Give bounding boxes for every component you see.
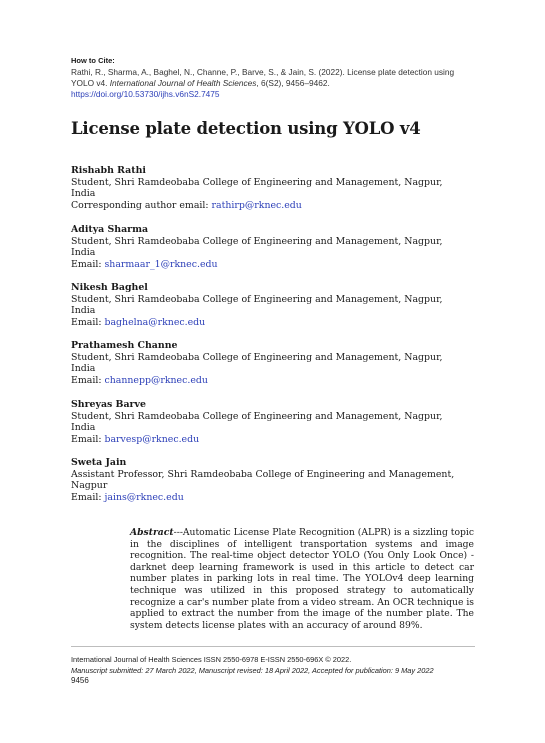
author-block bbox=[71, 399, 476, 446]
author-block bbox=[71, 340, 476, 387]
abstract-text: ---Automatic License Plate Recognition (ALPR) is a sizzling topic in the disciplines of intelligent transportation systems and image recognition. The real-time object detector YOLO (You Only Look Once) - darknet deep learning framework is used in this article to detect car number plates in parking lots in real time. The YOLOv4 deep learning technique was utilized in this proposed strategy to automatically recognize a car's number plate from a video stream. An OCR technique is applied to extract the number from the image of the number plate. The system detects license plates with an accuracy of around 89%. bbox=[130, 527, 474, 631]
citation-authors: Rathi, R., Sharma, A., Baghel, N., Channe, P., Barve, S., & Jain, S. (2022). License plate detection using YOLO v4. bbox=[71, 67, 455, 88]
author-email-line bbox=[71, 259, 476, 271]
email-label: Email: bbox=[71, 317, 105, 329]
author-affiliation-cont: India bbox=[71, 422, 96, 434]
email-label: Email: bbox=[71, 259, 105, 271]
author-affiliation: Student, Shri Ramdeobaba College of Engineering and Management, Nagpur, bbox=[71, 176, 443, 188]
author-block bbox=[71, 282, 476, 329]
author-email-line bbox=[71, 200, 476, 212]
author-name: Aditya Sharma bbox=[71, 224, 149, 235]
author-affiliation-cont: India bbox=[71, 363, 96, 375]
author-affiliation-cont: India bbox=[71, 188, 96, 200]
author-affiliation-cont: Nagpur bbox=[71, 480, 108, 492]
author-affiliation: Student, Shri Ramdeobaba College of Engineering and Management, Nagpur, bbox=[71, 351, 443, 363]
abstract bbox=[130, 527, 474, 631]
page-footer bbox=[71, 655, 491, 687]
author-affiliation: Student, Shri Ramdeobaba College of Engineering and Management, Nagpur, bbox=[71, 235, 443, 247]
citation-heading: How to Cite: bbox=[71, 56, 115, 65]
citation-journal: International Journal of Health Sciences bbox=[109, 78, 257, 88]
author-name: Nikesh Baghel bbox=[71, 282, 148, 293]
author-name: Sweta Jain bbox=[71, 457, 127, 468]
paper-title: License plate detection using YOLO v4 bbox=[71, 119, 421, 138]
page-number: 9456 bbox=[71, 676, 89, 685]
author-affiliation: Assistant Professor, Shri Ramdeobaba College of Engineering and Management, bbox=[71, 468, 455, 480]
author-block bbox=[71, 457, 476, 504]
abstract-lead: Abstract bbox=[130, 527, 174, 538]
footer-divider bbox=[71, 646, 475, 647]
email-link[interactable]: sharmaar_1@rknec.edu bbox=[104, 259, 218, 271]
email-link[interactable]: barvesp@rknec.edu bbox=[104, 434, 200, 446]
author-email-line bbox=[71, 434, 476, 446]
email-link[interactable]: channepp@rknec.edu bbox=[104, 375, 208, 387]
author-block bbox=[71, 224, 476, 271]
citation-volume: , 6(S2), 9456–9462. bbox=[256, 78, 330, 88]
author-email-line bbox=[71, 375, 476, 387]
footer-journal-line: International Journal of Health Sciences ISSN 2550-6978 E-ISSN 2550-696X © 2022. bbox=[71, 655, 352, 664]
email-label: Email: bbox=[71, 375, 105, 387]
email-label: Email: bbox=[71, 434, 105, 446]
footer-dates: Manuscript submitted: 27 March 2022, Manuscript revised: 18 April 2022, Accepted for publication: 9 May 2022 bbox=[71, 665, 434, 675]
author-name: Prathamesh Channe bbox=[71, 340, 178, 351]
author-affiliation: Student, Shri Ramdeobaba College of Engineering and Management, Nagpur, bbox=[71, 410, 443, 422]
email-link[interactable]: baghelna@rknec.edu bbox=[104, 317, 206, 329]
email-label: Corresponding author email: bbox=[71, 200, 212, 212]
author-affiliation-cont: India bbox=[71, 247, 96, 259]
author-name: Shreyas Barve bbox=[71, 399, 146, 410]
email-label: Email: bbox=[71, 492, 105, 504]
citation-text bbox=[71, 67, 476, 100]
citation-doi-link[interactable]: https://doi.org/10.53730/ijhs.v6nS2.7475 bbox=[71, 89, 220, 99]
author-email-line bbox=[71, 317, 476, 329]
author-affiliation-cont: India bbox=[71, 305, 96, 317]
author-affiliation: Student, Shri Ramdeobaba College of Engineering and Management, Nagpur, bbox=[71, 293, 443, 305]
email-link[interactable]: rathirp@rknec.edu bbox=[211, 200, 302, 212]
author-block bbox=[71, 165, 476, 212]
email-link[interactable]: jains@rknec.edu bbox=[104, 492, 184, 504]
author-name: Rishabh Rathi bbox=[71, 165, 146, 176]
author-email-line bbox=[71, 492, 476, 504]
